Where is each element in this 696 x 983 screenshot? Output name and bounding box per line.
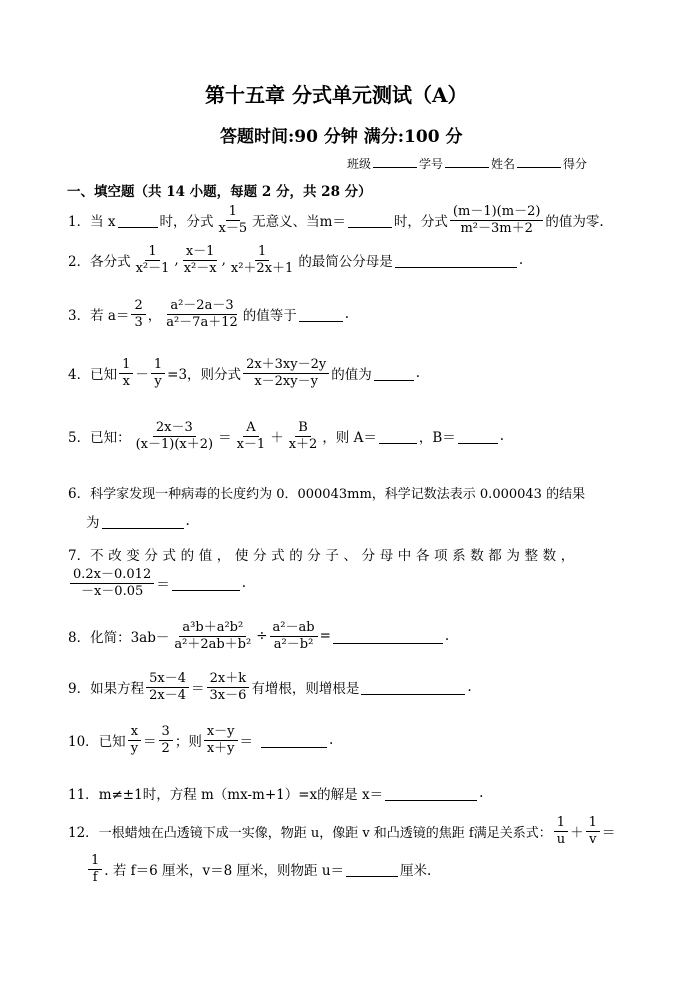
q6-line-2: 为 — [86, 515, 100, 531]
q5-eq: ＝ — [218, 430, 232, 447]
q9-end: . — [467, 679, 472, 696]
q4-text-3: 的值为 — [331, 367, 372, 384]
section-heading: 一、填空题（共 14 小题，每题 2 分，共 28 分） — [67, 184, 372, 200]
q2-sep-1: , — [174, 252, 179, 269]
q10-fraction-1: $\frac{x}{y}$ — [128, 725, 141, 755]
q3-number: 3． — [68, 308, 91, 325]
q2-text-2: 的最简公分母是 — [298, 254, 393, 271]
q9-fraction-1: $\frac{5x-4}{2x-4}$ — [146, 672, 189, 702]
q2-fraction-3: $\frac{1}{\text{x²＋2x＋1}}$ — [230, 244, 294, 276]
q1-text-2: 时，分式 — [159, 214, 214, 231]
q11-number: 11． — [68, 787, 99, 803]
q8-fraction-1: $\frac{\text{a³b＋a²b²}}{\text{a²＋2ab＋b²}}$ — [174, 620, 252, 652]
q2-text-1: 各分式 — [90, 254, 131, 271]
q9-blank[interactable] — [361, 680, 465, 695]
q6-line-1: 科学家发现一种病毒的长度约为 0．000043mm，科学记数法表示 0.000043 的结果 — [90, 486, 586, 502]
q9-eq: ＝ — [190, 681, 205, 698]
q8-div: ÷ — [256, 628, 268, 645]
question-6-line-2 — [86, 511, 190, 531]
question-1 — [68, 205, 604, 235]
q1-number: 1． — [68, 214, 91, 231]
q12-number: 12． — [68, 825, 99, 842]
info-name-label: 姓名 — [491, 157, 516, 171]
info-class-label: 班级 — [347, 157, 372, 171]
q6-end: . — [185, 513, 190, 529]
q8-end: . — [444, 628, 450, 645]
question-5 — [68, 421, 504, 451]
question-4 — [68, 358, 420, 388]
q1-text-4: 时，分式 — [393, 214, 448, 231]
q11-text-1: m≠±1时，方程 m（mx-m+1）=x的解是 x＝ — [98, 787, 384, 803]
q1-fraction-1: $\frac{1}{x-5}$ — [218, 204, 248, 236]
q4-blank[interactable] — [374, 366, 414, 381]
info-number-label: 学号 — [419, 157, 444, 171]
q10-text-3: ＝ — [239, 734, 254, 751]
question-12 — [68, 816, 615, 846]
q10-fraction-3: $\frac{x-y}{x+y}$ — [204, 725, 238, 755]
q12-fraction-3: $\frac{1}{f}$ — [88, 854, 102, 884]
q5-fraction-1: $\frac{2x-3}{(x-1)(x+2)}$ — [135, 420, 214, 452]
q11-end: . — [479, 785, 484, 801]
q2-number: 2． — [68, 254, 91, 271]
q3-fraction-1: $\frac{2}{3}$ — [131, 299, 145, 329]
q5-plus: ＋ — [270, 430, 284, 447]
q11-blank[interactable] — [385, 786, 477, 801]
q3-fraction-2: $\frac{\text{a²－2a－3}}{\text{a²－7a＋12}}$ — [166, 298, 238, 330]
q4-end: . — [415, 365, 421, 382]
q5-blank-a[interactable] — [379, 429, 417, 444]
question-10 — [68, 725, 333, 755]
q5-text-3: ，B＝ — [418, 430, 456, 447]
q3-end: . — [344, 306, 350, 323]
q8-blank[interactable] — [333, 629, 443, 644]
q9-number: 9． — [68, 681, 91, 698]
q1-text-5: 的值为零. — [545, 214, 604, 231]
q9-text-2: 有增根，则增根是 — [251, 681, 360, 698]
q8-number: 8． — [68, 630, 91, 647]
q2-fraction-1: $\frac{1}{\text{x²－1}}$ — [135, 244, 170, 276]
q10-text-2: ；则 — [174, 734, 202, 751]
q10-blank[interactable] — [261, 733, 327, 748]
question-8 — [68, 621, 449, 651]
q7-end: . — [241, 575, 247, 592]
question-6 — [68, 482, 585, 502]
q7-fraction-1: $\frac{0.2x-0.012}{-x-0.05}$ — [70, 568, 154, 598]
q10-fraction-2: $\frac{3}{2}$ — [159, 725, 173, 755]
q12-plus: ＋ — [570, 825, 584, 842]
q8-fraction-2: $\frac{\text{a²－ab}}{\text{a²－b²}}$ — [270, 621, 318, 651]
q1-blank-1[interactable] — [118, 213, 158, 228]
question-12-line-2 — [86, 854, 431, 884]
q4-fraction-1: $\frac{1}{x}$ — [119, 358, 133, 388]
q5-text-1: 已知： — [90, 430, 131, 447]
q5-number: 5． — [68, 430, 91, 447]
q1-text-3: 无意义、当m＝ — [252, 214, 346, 231]
q12-fraction-2: $\frac{1}{v}$ — [586, 816, 600, 846]
q5-blank-b[interactable] — [458, 429, 498, 444]
q10-eq: ＝ — [143, 734, 157, 751]
q5-end: . — [499, 428, 505, 445]
question-3 — [68, 299, 349, 329]
q4-minus: － — [135, 367, 149, 384]
name-blank[interactable] — [517, 153, 561, 168]
q1-text-1: 当 x — [90, 214, 116, 231]
question-9 — [68, 672, 472, 702]
student-info-row — [347, 153, 587, 172]
q2-fraction-2: $\frac{x-1}{\text{x²－x}}$ — [183, 244, 217, 276]
q5-fraction-3: $\frac{B}{x+2}$ — [288, 420, 318, 452]
q2-blank[interactable] — [395, 253, 517, 268]
q4-fraction-2: $\frac{1}{y}$ — [151, 358, 165, 388]
q12-blank[interactable] — [346, 862, 398, 877]
q3-text-2: ， — [147, 308, 162, 325]
q3-text-3: 的值等于 — [242, 308, 297, 325]
q2-sep-2: , — [221, 252, 226, 269]
q7-number: 7． — [68, 548, 91, 564]
q3-blank[interactable] — [299, 307, 343, 322]
q5-fraction-2: $\frac{A}{x-1}$ — [236, 420, 266, 452]
q4-text-1: 已知 — [90, 367, 118, 384]
q2-end: . — [518, 252, 524, 269]
q6-number: 6． — [68, 486, 91, 502]
q1-fraction-2: $\frac{(m-1)(m-2)}{\text{m²－3m＋2}}$ — [450, 205, 543, 235]
q6-blank[interactable] — [102, 514, 184, 529]
q1-blank-2[interactable] — [348, 213, 392, 228]
question-2 — [68, 245, 523, 275]
q7-line-1: 不改变分式的值，使分式的分子、分母中各项系数都为整数， — [90, 548, 579, 564]
q3-text-1: 若 a＝ — [90, 308, 130, 325]
q4-fraction-3: $\frac{2x+3xy-2y}{x-2xy-y}$ — [243, 358, 329, 388]
q12-eq: ＝ — [601, 825, 616, 842]
exam-subtitle: 答题时间:90 分钟 满分:100 分 — [220, 127, 463, 147]
info-score-label: 得分 — [563, 157, 588, 171]
question-7-line-2 — [68, 568, 246, 598]
q9-fraction-2: $\frac{2x+k}{3x-6}$ — [206, 672, 249, 702]
q10-text-1: 已知 — [98, 734, 126, 751]
q12-line-2: . 若 f＝6 厘米，v＝8 厘米，则物距 u＝ — [104, 863, 345, 880]
question-7 — [68, 544, 579, 564]
q4-text-2: =3，则分式 — [167, 367, 242, 384]
q12-end: 厘米. — [400, 863, 432, 880]
q10-number: 10． — [68, 734, 99, 751]
number-blank[interactable] — [445, 153, 489, 168]
q5-text-2: ，则 A＝ — [322, 430, 377, 447]
q12-line-1: 一根蜡烛在凸透镜下成一实像，物距 u，像距 v 和凸透镜的焦距 f满足关系式： — [98, 825, 552, 841]
q10-end: . — [329, 732, 334, 749]
q8-text-1: 化简：3ab－ — [90, 630, 170, 647]
q7-eq: ＝ — [156, 577, 170, 594]
q12-fraction-1: $\frac{1}{u}$ — [554, 816, 568, 846]
q7-blank[interactable] — [172, 576, 240, 591]
q9-text-1: 如果方程 — [90, 681, 145, 698]
class-blank[interactable] — [373, 153, 417, 168]
q8-eq: = — [319, 628, 331, 645]
q4-number: 4． — [68, 367, 91, 384]
question-11 — [68, 783, 483, 803]
page-title: 第十五章 分式单元测试（A） — [205, 83, 468, 107]
